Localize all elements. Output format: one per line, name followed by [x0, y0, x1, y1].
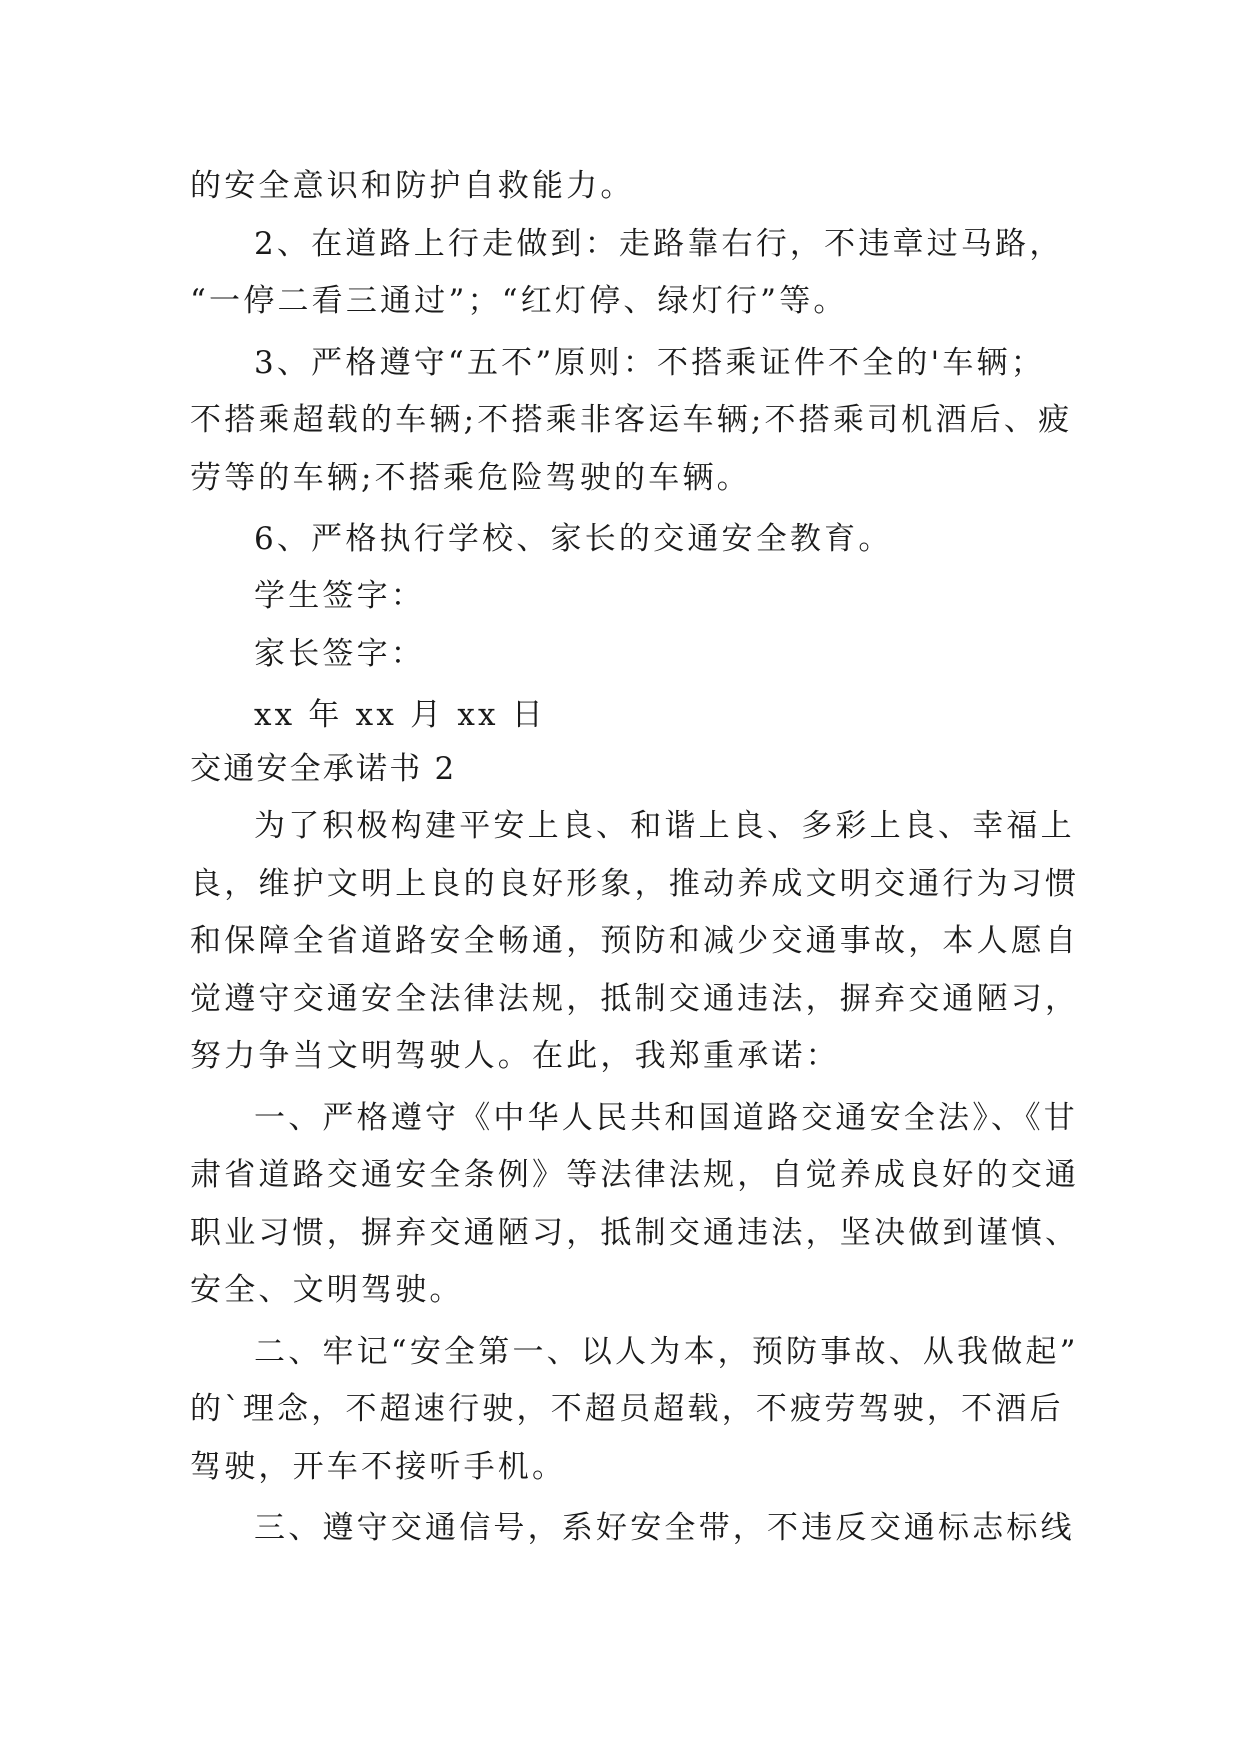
- text-line: 职业习惯，摒弃交通陋习，抵制交通违法，坚决做到谨慎、: [190, 1215, 1080, 1251]
- text-line: 觉遵守交通安全法律法规，抵制交通违法，摒弃交通陋习，: [190, 981, 1080, 1017]
- text-line: 的`理念，不超速行驶，不超员超载，不疲劳驾驶，不酒后: [190, 1391, 1064, 1427]
- text-line: 和保障全省道路安全畅通，预防和减少交通事故，本人愿自: [190, 923, 1080, 959]
- text-line: “一停二看三通过”；“红灯停、绿灯行”等。: [190, 283, 848, 319]
- text-line: 为了积极构建平安上良、和谐上良、多彩上良、幸福上: [254, 808, 1075, 844]
- text-line: 二、牢记“安全第一、以人为本，预防事故、从我做起”: [254, 1334, 1079, 1370]
- text-line: 3、严格遵守“五不”原则：不搭乘证件不全的'车辆；: [254, 345, 1045, 381]
- text-line: 肃省道路交通安全条例》等法律法规，自觉养成良好的交通: [190, 1157, 1080, 1193]
- date-line: xx 年 xx 月 xx 日: [254, 697, 546, 733]
- text-line: 6、严格执行学校、家长的交通安全教育。: [254, 521, 893, 557]
- section-title: 交通安全承诺书 2: [190, 751, 457, 787]
- text-line: 2、在道路上行走做到：走路靠右行，不违章过马路，: [254, 226, 1064, 262]
- text-line: 安全、文明驾驶。: [190, 1272, 464, 1308]
- text-line: 良，维护文明上良的良好形象，推动养成文明交通行为习惯: [190, 866, 1080, 902]
- text-line: 努力争当文明驾驶人。在此，我郑重承诺：: [190, 1038, 840, 1074]
- text-line: 劳等的车辆;不搭乘危险驾驶的车辆。: [190, 460, 751, 496]
- text-line: 一、严格遵守《中华人民共和国道路交通安全法》、《甘: [254, 1100, 1078, 1136]
- text-line: 不搭乘超载的车辆;不搭乘非客运车辆;不搭乘司机酒后、疲: [190, 402, 1073, 438]
- student-signature-label: 学生签字：: [254, 578, 425, 614]
- text-line: 三、遵守交通信号，系好安全带，不违反交通标志标线: [254, 1510, 1075, 1546]
- text-line: 驾驶，开车不接听手机。: [190, 1449, 567, 1485]
- parent-signature-label: 家长签字：: [254, 636, 425, 672]
- text-line: 的安全意识和防护自救能力。: [190, 168, 635, 204]
